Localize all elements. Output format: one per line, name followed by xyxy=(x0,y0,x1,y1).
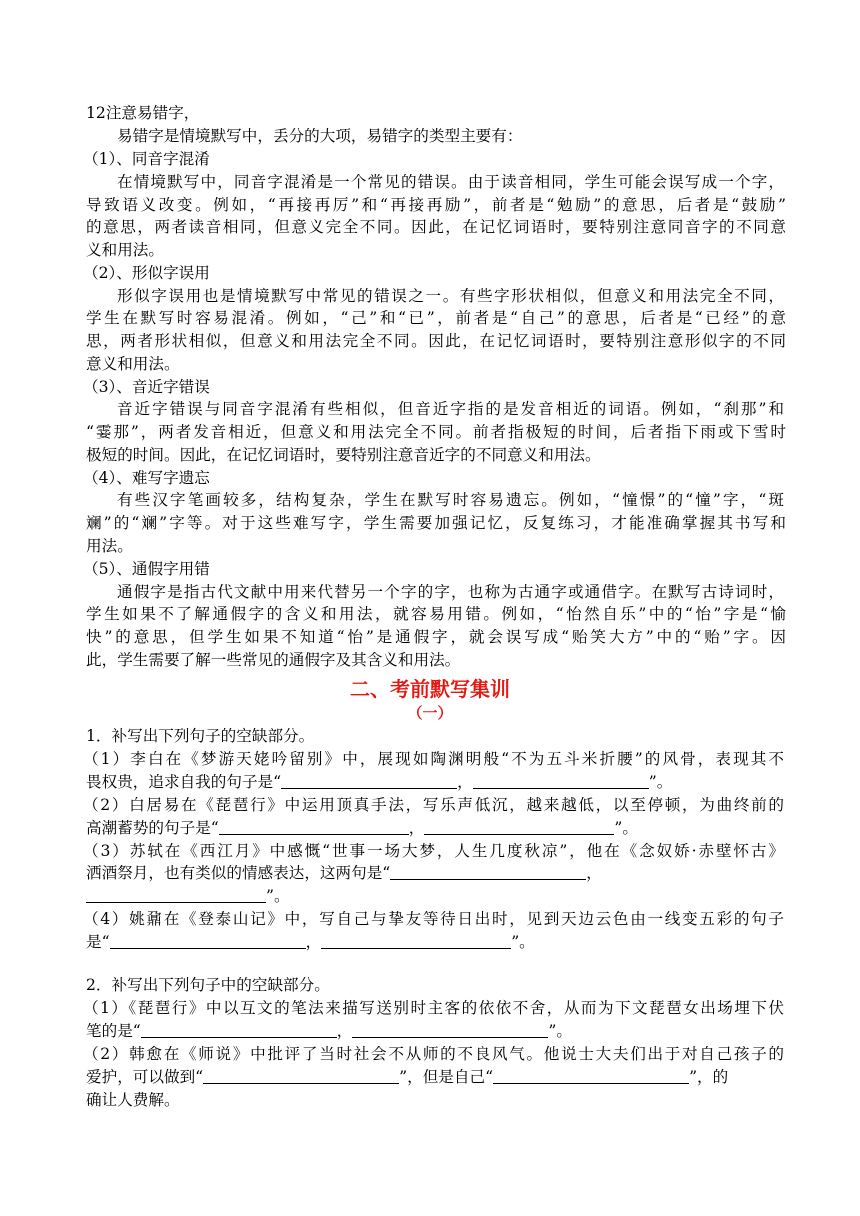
question-text: 笔的是“ xyxy=(86,1022,141,1040)
paragraph-line: 学生如果不了解通假字的含义和用法，就容易用错。例如，“怡然自乐”中的“怡”字是“愉 xyxy=(86,605,786,623)
paragraph-line: 形似字误用也是情境默写中常见的错误之一。有些字形状相似，但意义和用法完全不同， xyxy=(117,287,784,305)
answer-blank[interactable] xyxy=(141,1022,337,1038)
item-heading: （3）、音近字错误 xyxy=(83,378,210,396)
question-text: ”，但是自己“ xyxy=(399,1068,494,1086)
section-heading: 二、考前默写集训 xyxy=(350,677,510,701)
question-line xyxy=(86,885,786,908)
answer-blank[interactable] xyxy=(493,1068,689,1084)
paragraph-line: 有些汉字笔画较多，结构复杂，学生在默写时容易遗忘。例如，“憧憬”的“憧”字，“斑 xyxy=(117,491,784,509)
question-line xyxy=(86,771,786,794)
question-text: 高潮蓄势的句子是“ xyxy=(86,819,219,837)
answer-blank[interactable] xyxy=(473,773,649,789)
question-text: 爱护，可以做到“ xyxy=(86,1068,204,1086)
paragraph-line: 义和用法。 xyxy=(86,241,164,259)
question-text: ”。 xyxy=(266,887,290,905)
paragraph-line: “霎那”，两者发音相近，但意义和用法完全不同。前者指极短的时间，后者指下雨或下雪时 xyxy=(86,423,786,441)
answer-blank[interactable] xyxy=(321,933,511,949)
question-text: ， xyxy=(305,933,322,951)
paragraph-line: 极短的时间。因此，在记忆词语时，要特别注意音近字的不同意义和用法。 xyxy=(86,446,601,464)
question-text: ”。 xyxy=(614,819,638,837)
question-line xyxy=(86,1020,786,1043)
answer-blank[interactable] xyxy=(86,887,266,903)
question-text: 是“ xyxy=(86,933,110,951)
question-line: （4）姚鼐在《登泰山记》中，写自己与挚友等待日出时，见到天边云色由一线变五彩的句子 xyxy=(83,910,784,928)
section-title: 12注意易错字， xyxy=(86,104,200,122)
question-line xyxy=(86,862,786,885)
item-heading: （5）、通假字用错 xyxy=(83,560,210,578)
paragraph-line: 通假字是指古代文献中用来代替另一个字的字，也称为古通字或通借字。在默写古诗词时， xyxy=(117,583,784,601)
intro-paragraph: 易错字是情境默写中，丢分的大项，易错字的类型主要有： xyxy=(117,127,523,145)
question-line: （1）《琵琶行》中以互文的笔法来描写送别时主客的依依不舍，从而为下文琵琶女出场埋下伏 xyxy=(83,999,784,1017)
question-text: ”。 xyxy=(511,933,535,951)
answer-blank[interactable] xyxy=(390,864,586,880)
paragraph-line: 在情境默写中，同音字混淆是一个常见的错误。由于读音相同，学生可能会误写成一个字， xyxy=(117,173,784,191)
question-stem: 1．补写出下列句子的空缺部分。 xyxy=(86,727,315,745)
question-line xyxy=(86,817,786,840)
paragraph-line: 此，学生需要了解一些常见的通假字及其含义和用法。 xyxy=(86,651,461,669)
question-text: 洒酒祭月，也有类似的情感表达，这两句是“ xyxy=(86,864,391,882)
question-line: 确让人费解。 xyxy=(86,1091,180,1109)
item-heading: （4）、难写字遗忘 xyxy=(83,469,210,487)
question-text: ， xyxy=(457,773,473,791)
question-text: ”，的 xyxy=(689,1068,729,1086)
question-line: （2）白居易在《琵琶行》中运用顶真手法，写乐声低沉，越来越低，以至停顿，为曲终前的 xyxy=(83,796,784,814)
item-heading: （2）、形似字误用 xyxy=(83,264,210,282)
paragraph-line: 的意思，两者读音相同，但意义完全不同。因此，在记忆词语时，要特别注意同音字的不同意 xyxy=(86,218,786,236)
item-heading: （1）、同音字混淆 xyxy=(83,150,210,168)
paragraph-line: 意义和用法。 xyxy=(86,355,180,373)
paragraph-line: 快”的意思，但学生如果不知道“怡”是通假字，就会误写成“贻笑大方”中的“贻”字。因 xyxy=(86,628,786,646)
question-line xyxy=(86,931,786,954)
question-text: ， xyxy=(336,1022,353,1040)
paragraph-line: 音近字错误与同音字混淆有些相似，但音近字指的是发音相近的词语。例如，“刹那”和 xyxy=(117,400,784,418)
question-text: ， xyxy=(408,819,425,837)
question-line: （3）苏轼在《西江月》中感慨“世事一场大梦，人生几度秋凉”，他在《念奴娇·赤壁怀古》 xyxy=(83,842,784,860)
answer-blank[interactable] xyxy=(219,819,409,835)
answer-blank[interactable] xyxy=(110,933,306,949)
answer-blank[interactable] xyxy=(281,773,457,789)
answer-blank[interactable] xyxy=(424,819,614,835)
question-text: ”。 xyxy=(648,773,673,791)
answer-blank[interactable] xyxy=(352,1022,548,1038)
section-subheading: （一） xyxy=(407,704,453,722)
question-text: ”。 xyxy=(548,1022,572,1040)
paragraph-line: 导致语义改变。例如，“再接再厉”和“再接再励”，前者是“勉励”的意思，后者是“鼓励” xyxy=(86,196,786,214)
question-stem: 2．补写出下列句子中的空缺部分。 xyxy=(86,976,330,994)
question-text: ， xyxy=(586,864,602,882)
answer-blank[interactable] xyxy=(203,1068,399,1084)
question-line xyxy=(86,1066,786,1089)
question-text: 畏权贵，追求自我的句子是“ xyxy=(86,773,282,791)
paragraph-line: 斓”的“斓”字等。对于这些难写字，学生需要加强记忆，反复练习，才能准确掌握其书写和 xyxy=(86,514,786,532)
question-line: （1）李白在《梦游天姥吟留别》中，展现如陶渊明般“不为五斗米折腰”的风骨，表现其不 xyxy=(83,750,784,768)
paragraph-line: 用法。 xyxy=(86,537,133,555)
paragraph-line: 思，两者形状相似，但意义和用法完全不同。因此，在记忆词语时，要特别注意形似字的不同 xyxy=(86,332,786,350)
question-line: （2）韩愈在《师说》中批评了当时社会不从师的不良风气。他说士大夫们出于对自己孩子的 xyxy=(83,1045,784,1063)
paragraph-line: 学生在默写时容易混淆。例如，“己”和“已”，前者是“自己”的意思，后者是“已经”的意 xyxy=(86,309,786,327)
